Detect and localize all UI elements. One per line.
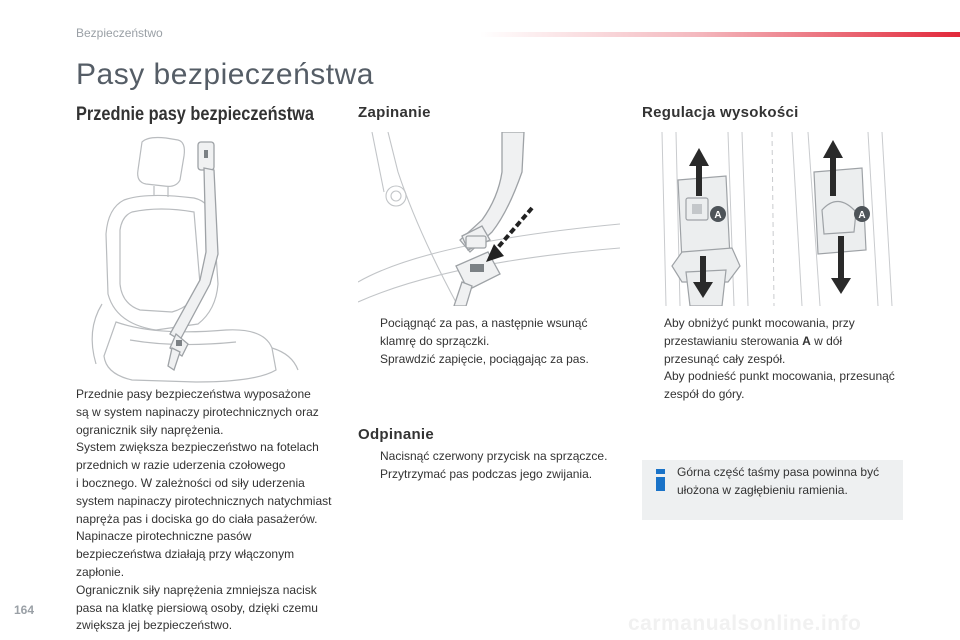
- text-line: pasa na klatkę piersiową osoby, dzięki czemu: [76, 600, 318, 615]
- text-line: zwiększa jej bezpieczeństwo.: [76, 618, 233, 633]
- height-adjust-heading: Regulacja wysokości: [642, 104, 799, 121]
- header-accent-bar: [480, 32, 960, 37]
- list-item: [358, 466, 620, 484]
- callout-letter: A: [714, 210, 722, 221]
- text-line: ułożona w zagłębieniu ramienia.: [677, 482, 848, 497]
- text-line: system napinaczy pirotechnicznych natychmiast: [76, 493, 332, 508]
- text-line: bezpieczeństwa działają przy włączonym: [76, 547, 295, 562]
- height-adjuster-drawing: [642, 132, 904, 306]
- list-item: [642, 315, 904, 368]
- text-fragment: przestawianiu sterowania: [664, 333, 803, 348]
- text-fragment: w dół: [810, 333, 843, 348]
- text-line: zapłonie.: [76, 564, 125, 579]
- page-title: Pasy bezpieczeństwa: [76, 58, 374, 91]
- text-line: Pociągnąć za pas, a następnie wsunąć: [380, 316, 588, 330]
- text-line: Napinacze pirotechniczne pasów: [76, 529, 252, 544]
- unfasten-instructions: [358, 448, 620, 484]
- fasten-instructions: [358, 315, 620, 368]
- unfasten-heading: Odpinanie: [358, 426, 435, 443]
- seat-belt-illustration: [76, 134, 340, 384]
- text-line: Aby obniżyć punkt mocowania, przy: [664, 316, 855, 330]
- text-line: zespół do góry.: [664, 387, 745, 402]
- seat-belt-drawing: [76, 134, 340, 384]
- text-line: przednich w razie uderzenia czołowego: [76, 458, 286, 473]
- height-adjust-illustration: [642, 132, 904, 306]
- text-line: [664, 333, 904, 351]
- text-line: Nacisnąć czerwony przycisk na sprzączce.: [380, 449, 608, 463]
- callout-letter: A: [858, 210, 866, 221]
- text-line: Przytrzymać pas podczas jego zwijania.: [380, 466, 593, 481]
- text-line: Ogranicznik siły naprężenia zmniejsza nacisk: [76, 582, 317, 597]
- section-label: Bezpieczeństwo: [76, 26, 163, 40]
- info-text: [677, 464, 891, 500]
- text-line: System zwiększa bezpieczeństwo na fotelach: [76, 440, 319, 455]
- info-box: [642, 460, 903, 520]
- text-line: Górna część taśmy pasa powinna być: [677, 465, 880, 479]
- list-item: [358, 351, 620, 369]
- text-line: klamrę do sprzączki.: [380, 333, 490, 348]
- list-item: [358, 315, 620, 351]
- text-line: są w system napinaczy pirotechnicznych oraz: [76, 404, 319, 419]
- text-line: i bocznego. W zależności od siły uderzenia: [76, 475, 305, 490]
- text-line: ogranicznik siły naprężenia.: [76, 422, 224, 437]
- info-icon: [653, 469, 668, 491]
- list-item: [358, 448, 620, 466]
- buckle-drawing: [358, 132, 620, 306]
- text-line: Przednie pasy bezpieczeństwa wyposażone: [76, 387, 311, 401]
- text-line: przesunąć cały zespół.: [664, 351, 786, 366]
- control-letter: A: [802, 333, 811, 348]
- page-number: 164: [14, 603, 35, 617]
- text-line: Aby podnieść punkt mocowania, przesunąć: [664, 369, 895, 384]
- list-item: [642, 368, 904, 404]
- fastening-illustration: [358, 132, 620, 306]
- text-line: napręża pas i dociska go do ciała pasażerów.: [76, 511, 318, 526]
- watermark: carmanualsonline.info: [628, 612, 862, 635]
- text-line: Sprawdzić zapięcie, pociągając za pas.: [380, 351, 589, 366]
- fasten-heading: Zapinanie: [358, 104, 431, 121]
- front-belts-description: [76, 386, 340, 635]
- front-belts-heading: Przednie pasy bezpieczeństwa: [76, 104, 314, 125]
- height-adjust-instructions: [642, 315, 904, 404]
